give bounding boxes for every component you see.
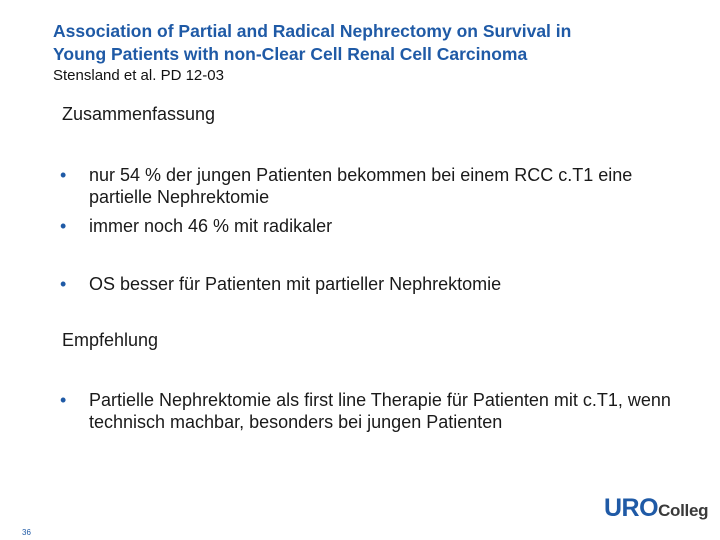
summary-bullet-text: OS besser für Patienten mit partieller Nephrektomie	[89, 274, 502, 294]
recommendation-bullet-1	[60, 389, 680, 433]
bullet-marker: •	[60, 165, 67, 185]
recommendation-bullet-text: Partielle Nephrektomie als first line Therapie für Patienten mit c.T1, wenn technisch machbar, besonders bei jungen Patienten	[89, 390, 671, 432]
summary-bullet-3	[60, 273, 680, 295]
summary-bullet-text: nur 54 % der jungen Patienten bekommen bei einem RCC c.T1 eine partielle Nephrektomie	[89, 165, 633, 207]
recommendation-heading: Empfehlung	[62, 330, 159, 350]
summary-bullet-text: immer noch 46 % mit radikaler	[89, 216, 333, 236]
logo-uro-text: URO	[604, 494, 659, 522]
slide-subtitle: Stensland et al. PD 12-03	[53, 67, 224, 84]
page-number: 36	[22, 528, 31, 537]
summary-bullet-1	[60, 164, 680, 208]
bullet-marker: •	[60, 390, 67, 410]
logo-colleg-text: Colleg	[658, 501, 709, 520]
slide-title-line-1: Association of Partial and Radical Nephrectomy on Survival in	[53, 21, 572, 41]
slide-title-line-2: Young Patients with non-Clear Cell Renal Cell Carcinoma	[53, 44, 528, 64]
summary-heading: Zusammenfassung	[62, 104, 216, 124]
bullet-marker: •	[60, 216, 67, 236]
summary-bullet-2	[60, 215, 680, 237]
bullet-marker: •	[60, 274, 67, 294]
slide-title	[53, 20, 693, 66]
uro-colleg-logo	[604, 494, 720, 524]
